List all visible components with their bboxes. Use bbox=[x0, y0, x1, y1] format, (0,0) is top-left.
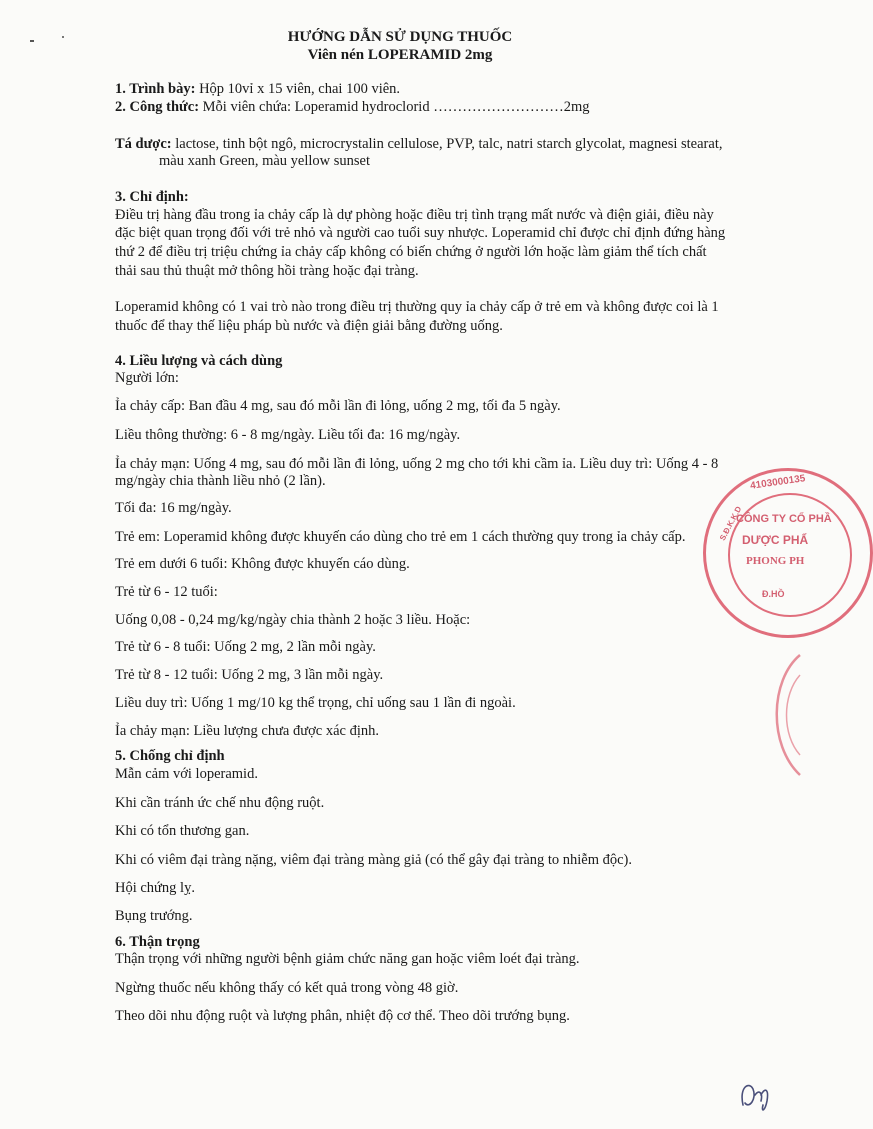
dosage-line: Trẻ em: Loperamid không được khuyến cáo dùng cho trẻ em 1 cách thường quy trong ỉa chảy cấp. bbox=[115, 529, 686, 545]
dosage-line: Liều duy trì: Uống 1 mg/10 kg thể trọng, chỉ uống sau 1 lần đi ngoài. bbox=[115, 695, 516, 711]
section-2-label: 2. Công thức: bbox=[115, 99, 200, 115]
seal-line-3: PHONG PH bbox=[746, 555, 805, 567]
dosage-line: Trẻ em dưới 6 tuổi: Không được khuyến cáo dùng. bbox=[115, 556, 410, 572]
dosage-line: mg/ngày chia thành liều nhỏ (2 lần). bbox=[115, 473, 326, 489]
section-5-heading: 5. Chống chỉ định bbox=[115, 748, 225, 764]
section-2 bbox=[115, 98, 589, 116]
section-1-text: Hộp 10vỉ x 15 viên, chai 100 viên. bbox=[199, 81, 401, 97]
precaution-line: Thận trọng với những người bệnh giảm chức năng gan hoặc viêm loét đại tràng. bbox=[115, 951, 580, 967]
indication-line: thứ 2 để điều trị triệu chứng ỉa chảy cấp không có biến chứng ở người lớn hoặc làm giảm thể tích chất bbox=[115, 244, 707, 260]
dosage-line: Người lớn: bbox=[115, 370, 179, 386]
section-6-heading: 6. Thận trọng bbox=[115, 934, 200, 950]
excipients-line-1: lactose, tinh bột ngô, microcrystalin cellulose, PVP, talc, natri starch glycolat, magnesi stearat, bbox=[175, 136, 723, 152]
section-1-label: 1. Trình bày: bbox=[115, 81, 196, 97]
seal-line-2: DƯỢC PHẨ bbox=[742, 533, 809, 547]
seal-number: 4103000135 bbox=[749, 473, 807, 492]
section-2-text: Mỗi viên chứa: Loperamid hydroclorid ………………………2mg bbox=[202, 99, 590, 115]
dosage-line: Tối đa: 16 mg/ngày. bbox=[115, 500, 232, 516]
dosage-line: Liều thông thường: 6 - 8 mg/ngày. Liều tối đa: 16 mg/ngày. bbox=[115, 427, 461, 443]
indication-line: Điều trị hàng đầu trong ỉa chảy cấp là dự phòng hoặc điều trị tình trạng mất nước và điện giải, điều này bbox=[115, 207, 714, 223]
seal-bottom: Đ.HỒ bbox=[762, 589, 785, 599]
doc-subtitle: Viên nén LOPERAMID 2mg bbox=[307, 47, 493, 63]
stamp-fragment bbox=[760, 650, 800, 780]
indication-line: thuốc để thay thế liệu pháp bù nước và điện giải bằng đường uống. bbox=[115, 318, 503, 334]
section-3-heading: 3. Chỉ định: bbox=[115, 189, 189, 205]
indication-line: thải sau thủ thuật mở thông hồi tràng hoặc đại tràng. bbox=[115, 263, 419, 279]
dosage-line: Trẻ từ 8 - 12 tuổi: Uống 2 mg, 3 lần mỗi ngày. bbox=[115, 667, 384, 683]
seal-prefix: S.Đ.K.K.D bbox=[717, 504, 744, 543]
dosage-line: Uống 0,08 - 0,24 mg/kg/ngày chia thành 2 hoặc 3 liều. Hoặc: bbox=[115, 612, 471, 628]
dosage-line: Ỉa chảy cấp: Ban đầu 4 mg, sau đó mỗi lần đi lỏng, uống 2 mg, tối đa 5 ngày. bbox=[115, 398, 561, 414]
seal-line-1: CÔNG TY CỔ PHẦ bbox=[736, 513, 832, 525]
handwritten-initials bbox=[735, 1075, 785, 1115]
contraindication-line: Hội chứng lỵ. bbox=[115, 880, 195, 896]
contraindication-line: Mẫn cảm với loperamid. bbox=[115, 766, 258, 782]
excipients bbox=[115, 135, 722, 153]
dosage-line: Ỉa chảy mạn: Liều lượng chưa được xác định. bbox=[115, 723, 379, 739]
dosage-line: Ỉa chảy mạn: Uống 4 mg, sau đó mỗi lần đi lỏng, uống 2 mg cho tới khi cầm ỉa. Liều duy trì: Uống 4 - 8 bbox=[115, 456, 719, 472]
excipients-label: Tá dược: bbox=[115, 136, 172, 152]
indication-line: đặc biệt quan trọng đối với trẻ nhỏ và người cao tuổi suy nhược. Loperamid chỉ được chỉ định đứng hàng bbox=[115, 225, 726, 241]
contraindication-line: Khi cần tránh ức chế nhu động ruột. bbox=[115, 795, 325, 811]
excipients-line-2: màu xanh Green, màu yellow sunset bbox=[159, 153, 371, 169]
dosage-line: Trẻ từ 6 - 8 tuổi: Uống 2 mg, 2 lần mỗi ngày. bbox=[115, 639, 376, 655]
contraindication-line: Khi có viêm đại tràng nặng, viêm đại tràng màng giả (có thể gây đại tràng to nhiễm độc). bbox=[115, 852, 633, 868]
precaution-line: Theo dõi nhu động ruột và lượng phân, nhiệt độ cơ thể. Theo dõi trướng bụng. bbox=[115, 1008, 570, 1024]
section-4-heading: 4. Liều lượng và cách dùng bbox=[115, 353, 283, 369]
doc-title: HƯỚNG DẪN SỬ DỤNG THUỐC bbox=[287, 29, 513, 45]
section-1 bbox=[115, 80, 400, 98]
precaution-line: Ngừng thuốc nếu không thấy có kết quả trong vòng 48 giờ. bbox=[115, 980, 459, 996]
contraindication-line: Khi có tổn thương gan. bbox=[115, 823, 250, 839]
indication-line: Loperamid không có 1 vai trò nào trong điều trị thường quy ỉa chảy cấp ở trẻ em và không được coi là 1 bbox=[115, 299, 719, 315]
contraindication-line: Bụng trướng. bbox=[115, 908, 193, 924]
company-seal bbox=[703, 468, 873, 638]
dosage-line: Trẻ từ 6 - 12 tuổi: bbox=[115, 584, 218, 600]
